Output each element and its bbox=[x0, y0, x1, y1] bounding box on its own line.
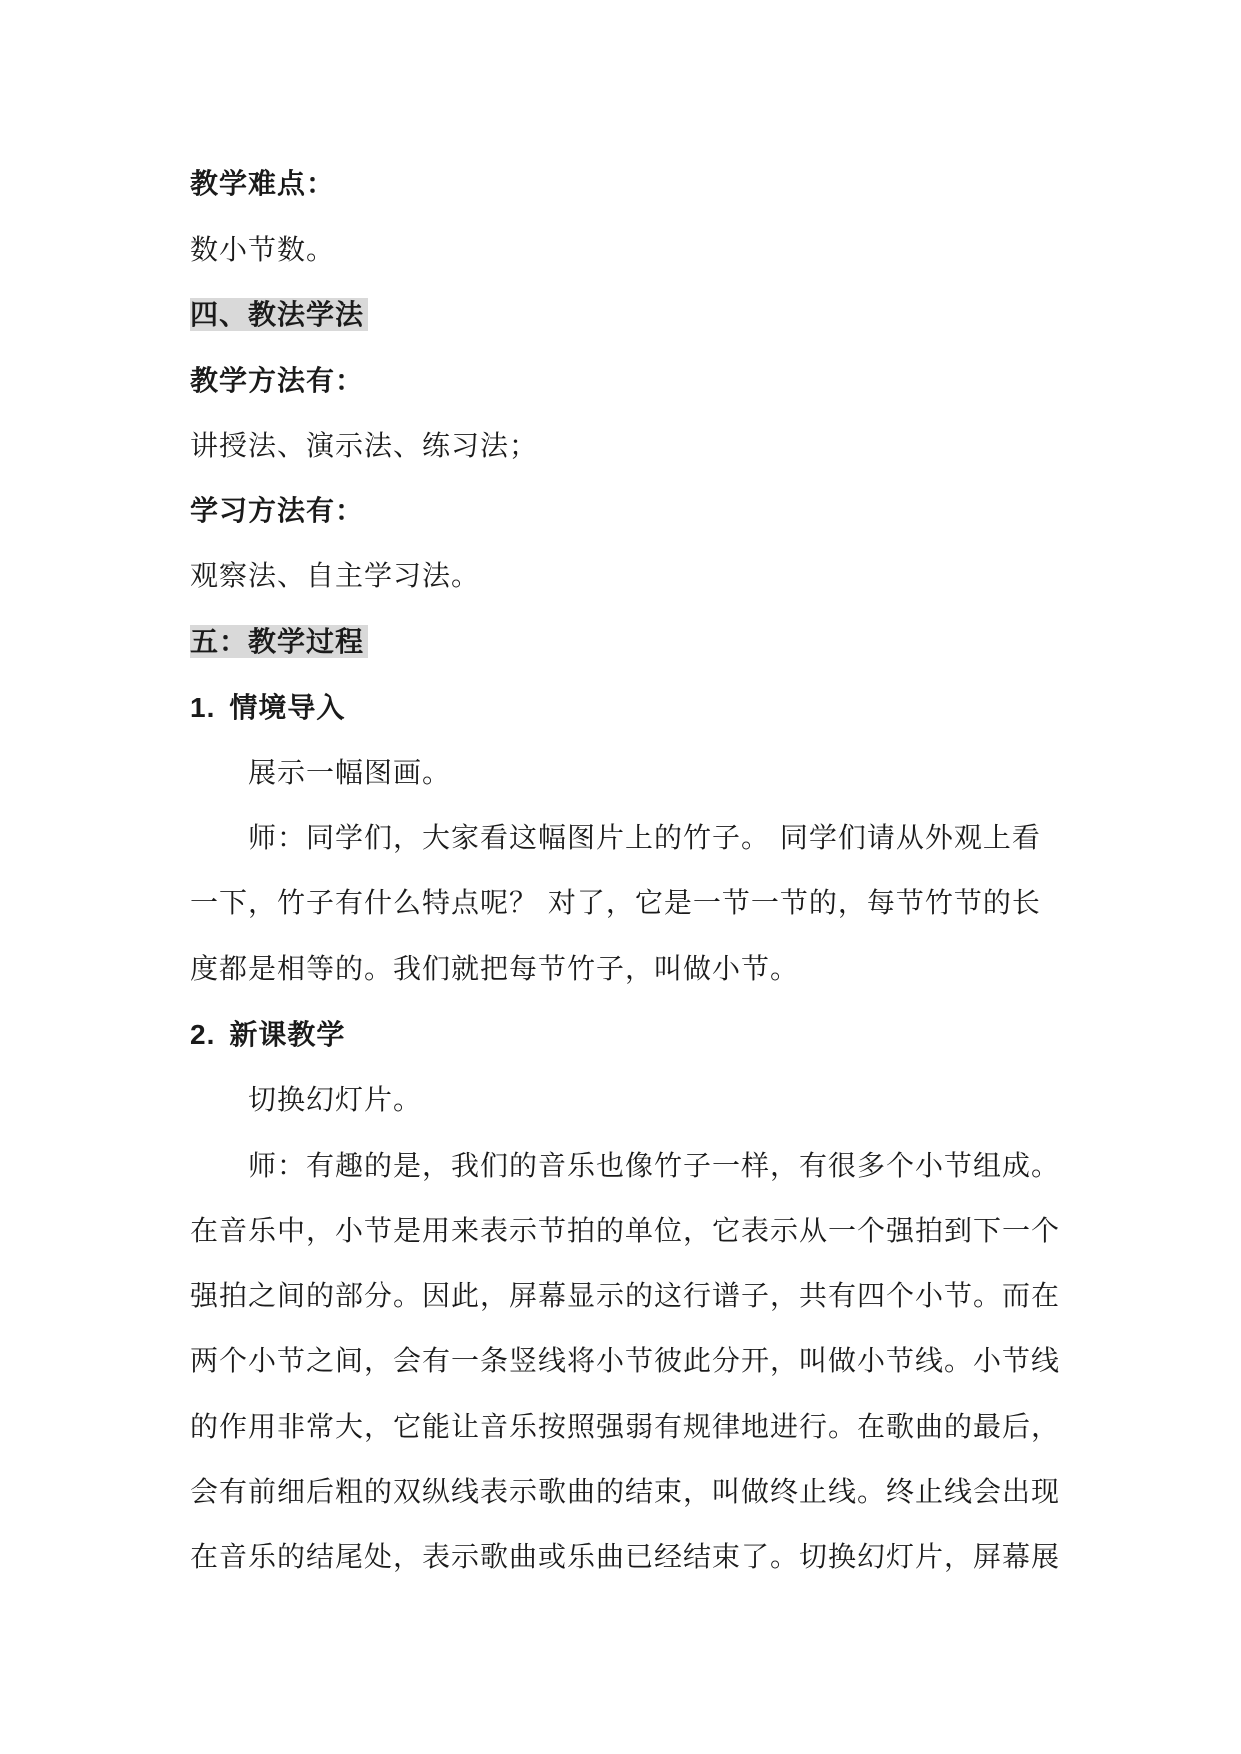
section-five-heading-text: 五：教学过程 bbox=[190, 625, 368, 658]
paragraph-line: 展示一幅图画。 bbox=[248, 756, 452, 789]
paragraph-line: 会有前细后粗的双纵线表示歌曲的结束，叫做终止线。终止线会出现 bbox=[190, 1475, 1061, 1508]
teaching-methods-text: 讲授法、演示法、练习法； bbox=[190, 429, 539, 462]
difficulty-heading: 教学难点： bbox=[190, 167, 336, 200]
paragraph-line: 两个小节之间，会有一条竖线将小节彼此分开，叫做小节线。小节线 bbox=[190, 1344, 1061, 1377]
paragraph-line: 在音乐中，小节是用来表示节拍的单位，它表示从一个强拍到下一个 bbox=[190, 1214, 1061, 1247]
difficulty-text: 数小节数。 bbox=[190, 233, 336, 266]
paragraph-line: 师：同学们，大家看这幅图片上的竹子。 同学们请从外观上看 bbox=[248, 821, 1041, 854]
step2-title: 新课教学 bbox=[229, 1018, 346, 1051]
paragraph-line: 强拍之间的部分。因此，屏幕显示的这行谱子，共有四个小节。而在 bbox=[190, 1279, 1061, 1312]
paragraph-line: 的作用非常大，它能让音乐按照强弱有规律地进行。在歌曲的最后， bbox=[190, 1410, 1061, 1443]
paragraph-line: 一下，竹子有什么特点呢？ 对了，它是一节一节的，每节竹节的长 bbox=[190, 886, 1041, 919]
teaching-methods-heading: 教学方法有： bbox=[190, 364, 365, 397]
section-four-heading bbox=[190, 297, 368, 333]
step2-number: 2. bbox=[190, 1019, 216, 1050]
section-five-heading bbox=[190, 624, 368, 660]
learning-methods-heading: 学习方法有： bbox=[190, 494, 365, 527]
paragraph-line: 在音乐的结尾处，表示歌曲或乐曲已经结束了。切换幻灯片，屏幕展 bbox=[190, 1540, 1061, 1573]
step1-title: 情境导入 bbox=[229, 691, 346, 724]
paragraph-line: 师：有趣的是，我们的音乐也像竹子一样，有很多个小节组成。 bbox=[248, 1149, 1061, 1182]
step2-heading bbox=[190, 1017, 345, 1053]
step1-number: 1. bbox=[190, 692, 216, 723]
paragraph-line: 切换幻灯片。 bbox=[248, 1083, 423, 1116]
step1-heading bbox=[190, 690, 345, 726]
section-four-heading-text: 四、教法学法 bbox=[190, 298, 368, 331]
learning-methods-text: 观察法、自主学习法。 bbox=[190, 559, 481, 592]
paragraph-line: 度都是相等的。我们就把每节竹子，叫做小节。 bbox=[190, 952, 800, 985]
